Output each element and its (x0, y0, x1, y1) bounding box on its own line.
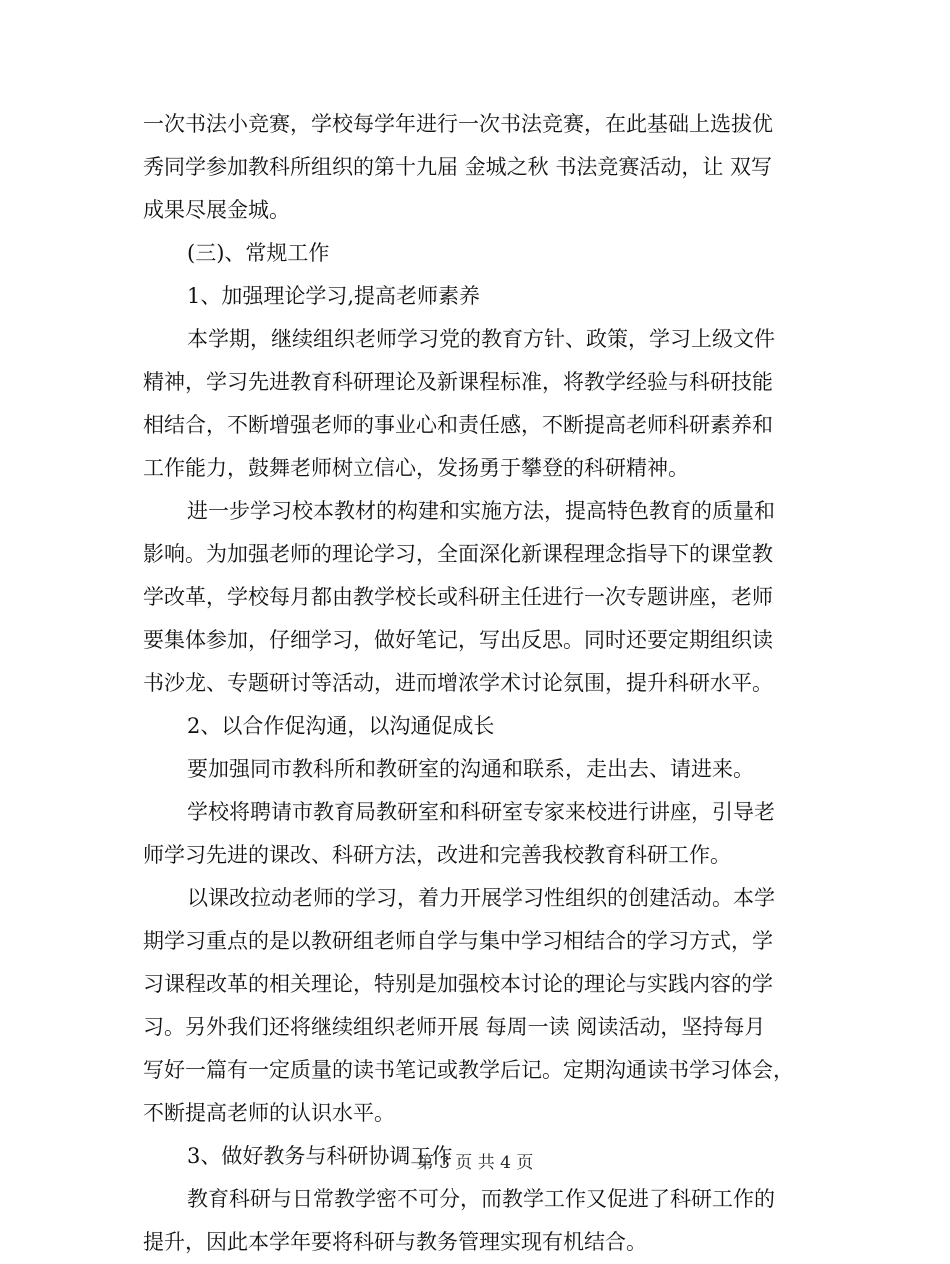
text-line: 习。另外我们还将继续组织老师开展 每周一读 阅读活动，坚持每月 (143, 1015, 766, 1039)
text-line: 学校将聘请市教育局教研室和科研室专家来校进行讲座，引导老 (187, 800, 775, 824)
text-line: 影响。为加强老师的理论学习，全面深化新课程理念指导下的课堂教 (143, 542, 773, 566)
text-line: 教育科研与日常教学密不可分，而教学工作又促进了科研工作的 (187, 1187, 775, 1211)
text-line: 工作能力，鼓舞老师树立信心，发扬勇于攀登的科研精神。 (143, 456, 689, 480)
subsection-heading: 2、以合作促沟通，以沟通促成长 (187, 714, 495, 738)
text-line: 期学习重点的是以教研组老师自学与集中学习相结合的学习方式，学 (143, 929, 773, 953)
text-line: 秀同学参加教科所组织的第十九届 金城之秋 书法竞赛活动，让 双写 (143, 155, 773, 179)
text-line: 书沙龙、专题研讨等活动，进而增浓学术讨论氛围，提升科研水平。 (143, 671, 773, 695)
text-line: 不断提高老师的认识水平。 (143, 1101, 395, 1125)
text-line: 成果尽展金城。 (143, 198, 290, 222)
text-line: 要加强同市教科所和教研室的沟通和联系，走出去、请进来。 (187, 757, 754, 781)
page-number-footer: 第 3 页 共 4 页 (416, 1153, 534, 1173)
text-line: 习课程改革的相关理论，特别是加强校本讨论的理论与实践内容的学 (143, 972, 773, 996)
text-line: 一次书法小竞赛，学校每学年进行一次书法竞赛，在此基础上选拔优 (143, 112, 773, 136)
text-line: 写好一篇有一定质量的读书笔记或教学后记。定期沟通读书学习体会， (143, 1058, 794, 1082)
text-line: 精神，学习先进教育科研理论及新课程标准，将教学经验与科研技能 (143, 370, 773, 394)
text-line: 进一步学习校本教材的构建和实施方法，提高特色教育的质量和 (187, 499, 775, 523)
text-line: 学改革，学校每月都由教学校长或科研主任进行一次专题讲座，老师 (143, 585, 773, 609)
section-heading: (三)、常规工作 (187, 241, 330, 265)
document-body (143, 103, 813, 1264)
text-line: 师学习先进的课改、科研方法，改进和完善我校教育科研工作。 (143, 843, 731, 867)
text-line: 本学期，继续组织老师学习党的教育方针、政策，学习上级文件 (187, 327, 775, 351)
text-line: 要集体参加，仔细学习，做好笔记，写出反思。同时还要定期组织读 (143, 628, 773, 652)
subsection-heading: 1、加强理论学习,提高老师素养 (187, 284, 481, 308)
text-line: 以课改拉动老师的学习，着力开展学习性组织的创建活动。本学 (187, 886, 775, 910)
text-line: 相结合，不断增强老师的事业心和责任感，不断提高老师科研素养和 (143, 413, 773, 437)
subsection-heading: 3、做好教务与科研协调工作 (187, 1144, 453, 1168)
text-line: 提升，因此本学年要将科研与教务管理实现有机结合。 (143, 1230, 647, 1254)
